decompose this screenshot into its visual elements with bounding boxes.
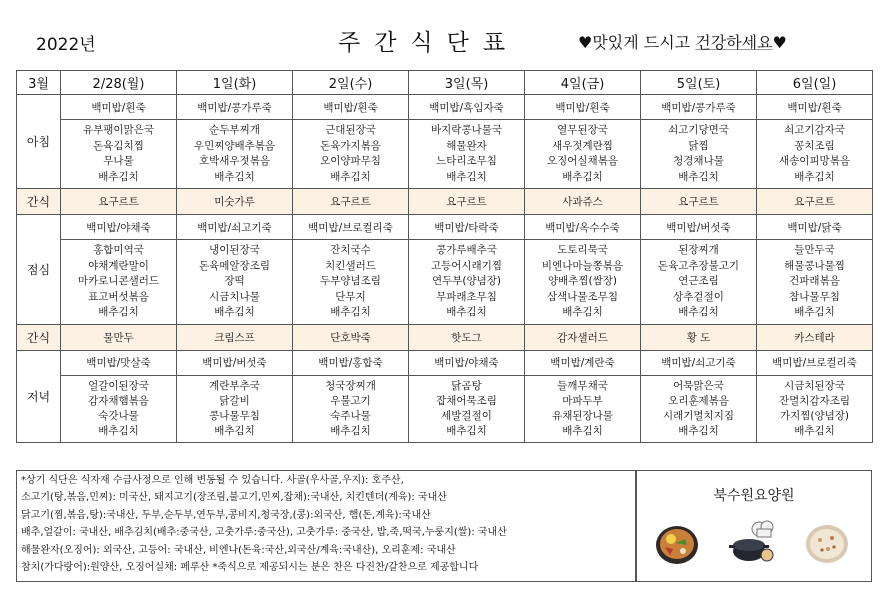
rice-gruel-cell: 백미밥/브로컬리죽 (293, 215, 409, 240)
dish-item: 해물콩나물찜 (784, 259, 845, 272)
dish-item: 우민찌양배추볶음 (193, 139, 276, 152)
rice-gruel-cell: 백미밥/계란죽 (525, 350, 641, 375)
side-dish-cell (641, 120, 757, 189)
dish-item: 두부양념조림 (320, 275, 381, 287)
dish-item: 새우젓계란찜 (552, 139, 613, 152)
rice-gruel-cell: 백미밥/맛살죽 (61, 350, 177, 375)
side-dish-cell (641, 375, 757, 442)
day-header: 3일(목) (409, 71, 525, 95)
snack-cell: 카스테라 (757, 324, 873, 350)
gruel-row (17, 95, 873, 120)
note-line: 참치(가다랑어):원양산, 오징어실채: 페루산 *죽식으로 제공되시는 분은 찬은 다진찬/갈찬으로 제공합니다 (21, 562, 479, 574)
meal-label: 간식 (17, 189, 61, 215)
side-dish-cell (293, 120, 409, 189)
rice-gruel-cell: 백미밥/옥수수죽 (525, 215, 641, 240)
page-title: 주간식단표 (338, 30, 520, 56)
dish-item: 건파래볶음 (789, 275, 840, 287)
side-dish-cell (757, 375, 873, 442)
dish-item: 들만두국 (794, 244, 835, 256)
dish-item: 배추김치 (678, 306, 719, 318)
dish-item: 배추김치 (98, 424, 139, 437)
dish-item: 해물완자 (446, 139, 487, 152)
dish-item: 단무지 (335, 290, 366, 303)
dish-item: 된장찌개 (678, 244, 719, 256)
dish-item: 배추김치 (794, 170, 835, 183)
dish-item: 연두부(양념장) (431, 275, 502, 287)
dish-item: 어묵맑은국 (673, 379, 724, 392)
dish-item: 콩가루배추국 (436, 244, 497, 256)
day-header: 2/28(월) (61, 71, 177, 95)
rice-gruel-cell: 백미밥/야채죽 (61, 215, 177, 240)
dish-item: 장떡 (224, 275, 245, 287)
dish-item: 근대된장국 (325, 124, 376, 136)
dish-item: 유부팽이맑은국 (82, 124, 154, 136)
dish-item: 돈육고추장불고기 (657, 259, 740, 272)
dish-item: 배추김치 (330, 306, 371, 318)
rice-gruel-cell: 백미밥/흑임자죽 (409, 95, 525, 120)
side-dish-row (17, 240, 873, 325)
note-line: 소고기(탕,볶음,민찌): 미국산, 돼지고기(장조림,불고기,민찌,잡채):국내산, 치킨텐더(계육): 국내산 (21, 492, 447, 504)
dish-item: 배추김치 (678, 170, 719, 183)
dish-item: 마파두부 (562, 394, 603, 407)
rice-gruel-cell: 백미밥/홍합죽 (293, 350, 409, 375)
table-header-row (17, 71, 873, 95)
note-line: 해물완자(오징어): 외국산, 고등어: 국내산, 비엔나(돈육:국산,외국산/계육:국내산), 오리훈제: 국내산 (21, 544, 456, 556)
dish-item: 우불고기 (330, 394, 371, 407)
dish-item: 오리훈제볶음 (668, 394, 729, 407)
dish-item: 숙주나물 (330, 409, 371, 422)
dish-item: 표고버섯볶음 (88, 290, 149, 303)
dish-item: 오징어실채볶음 (546, 155, 618, 167)
dish-item: 쇠고기당면국 (668, 124, 729, 136)
dish-item: 가지찜(양념장) (779, 409, 850, 422)
snack-cell: 요구르트 (61, 189, 177, 215)
rice-gruel-cell: 백미밥/버섯죽 (177, 350, 293, 375)
side-dish-cell (525, 375, 641, 442)
dish-item: 냉이된장국 (209, 244, 260, 256)
snack-cell: 크림스프 (177, 324, 293, 350)
dish-item: 배추김치 (330, 170, 371, 183)
dish-item: 배추김치 (446, 170, 487, 183)
dish-item: 얼갈이된장국 (88, 379, 149, 392)
porridge-plate-icon (803, 521, 851, 567)
slogan-suffix: ♥ (772, 33, 787, 52)
rice-gruel-cell: 백미밥/쇠고기죽 (641, 350, 757, 375)
dish-item: 들깨무채국 (557, 379, 608, 392)
side-dish-cell (177, 120, 293, 189)
meal-label: 점심 (17, 215, 61, 325)
brand-name: 북수원요양원 (713, 488, 795, 504)
dish-item: 돈육김치찜 (93, 139, 144, 152)
origin-notes (16, 470, 636, 582)
rice-gruel-cell: 백미밥/야채죽 (409, 350, 525, 375)
side-dish-cell (525, 240, 641, 325)
dish-item: 닭갈비 (219, 394, 250, 407)
dish-item: 오이양파무침 (320, 155, 381, 167)
side-dish-cell (61, 240, 177, 325)
dish-item: 배추김치 (446, 306, 487, 318)
snack-cell: 요구르트 (757, 189, 873, 215)
dish-item: 배추김치 (214, 424, 255, 437)
snack-cell: 요구르트 (641, 189, 757, 215)
dish-item: 콩나물무침 (209, 409, 260, 422)
dish-item: 연근조림 (678, 275, 719, 287)
side-dish-cell (177, 240, 293, 325)
dish-item: 배추김치 (446, 424, 487, 437)
day-header: 1일(화) (177, 71, 293, 95)
dish-item: 상추겉절이 (673, 290, 724, 303)
rice-gruel-cell: 백미밥/브로컬리죽 (757, 350, 873, 375)
dish-item: 시금치된장국 (784, 379, 845, 392)
dish-item: 홍합미역국 (93, 244, 144, 256)
rice-gruel-cell: 백미밥/흰죽 (757, 95, 873, 120)
dish-item: 배추김치 (214, 306, 255, 318)
dish-item: 마카로니콘샐러드 (77, 275, 160, 287)
side-dish-row (17, 375, 873, 442)
snack-cell: 핫도그 (409, 324, 525, 350)
header-year: 2022년 (36, 35, 96, 55)
snack-row (17, 189, 873, 215)
dish-item: 치킨샐러드 (325, 259, 376, 272)
dish-item: 고등어시래기찜 (430, 259, 502, 272)
rice-gruel-cell: 백미밥/콩가루죽 (177, 95, 293, 120)
snack-cell: 물만두 (61, 324, 177, 350)
dish-item: 배추김치 (98, 170, 139, 183)
rice-gruel-cell: 백미밥/버섯죽 (641, 215, 757, 240)
side-dish-cell (293, 375, 409, 442)
rice-gruel-cell: 백미밥/흰죽 (293, 95, 409, 120)
side-dish-cell (61, 120, 177, 189)
day-header: 6일(일) (757, 71, 873, 95)
rice-gruel-cell: 백미밥/쇠고기죽 (177, 215, 293, 240)
day-header: 4일(금) (525, 71, 641, 95)
side-dish-cell (293, 240, 409, 325)
dish-item: 닭찜 (688, 139, 709, 152)
side-dish-cell (177, 375, 293, 442)
meal-label: 간식 (17, 324, 61, 350)
dish-item: 세발걸절이 (441, 409, 492, 422)
dish-item: 무나물 (103, 155, 134, 167)
dish-item: 배추김치 (214, 170, 255, 183)
snack-cell: 황 도 (641, 324, 757, 350)
day-header: 5일(토) (641, 71, 757, 95)
dish-item: 바지락콩나물국 (430, 124, 502, 136)
dish-item: 시금치나물 (209, 290, 260, 303)
gruel-row (17, 215, 873, 240)
snack-cell: 사과쥬스 (525, 189, 641, 215)
dish-item: 호박새우젓볶음 (198, 155, 270, 167)
month-cell: 3월 (17, 71, 61, 95)
snack-cell: 감자샐러드 (525, 324, 641, 350)
dish-item: 잡채어묵조림 (436, 394, 497, 407)
snack-row (17, 324, 873, 350)
dish-item: 감자채햄볶음 (88, 394, 149, 407)
dish-item: 배추김치 (678, 424, 719, 437)
dish-item: 시래기멸치지짐 (662, 409, 734, 422)
side-dish-row (17, 120, 873, 189)
dish-item: 잔치국수 (330, 244, 371, 256)
dish-item: 배추김치 (562, 306, 603, 318)
dish-item: 돈육메알장조림 (198, 259, 270, 272)
side-dish-cell (409, 120, 525, 189)
dish-item: 무파래초무침 (436, 290, 497, 303)
side-dish-cell (757, 240, 873, 325)
note-line: *상기 식단은 식자재 수급사정으로 인해 변동될 수 있습니다. 사골(우사골,우지): 호주산, (21, 475, 404, 486)
rice-gruel-cell: 백미밥/콩가루죽 (641, 95, 757, 120)
dish-item: 배추김치 (562, 170, 603, 183)
note-line: 닭고기(찜,볶음,탕):국내산, 두부,순두부,연두부,콩비지,청국장,(콩):외국산, 햄(돈,계육):국내산 (21, 509, 431, 521)
dish-item: 잔멸치감자조림 (778, 394, 850, 407)
dish-item: 삼색나물조무침 (546, 290, 618, 303)
snack-cell: 단호박죽 (293, 324, 409, 350)
side-dish-cell (409, 240, 525, 325)
dish-item: 참나물무침 (789, 290, 840, 303)
brand-box (636, 470, 872, 582)
slogan-prefix: ♥맛있게 드시고 (578, 33, 696, 52)
rice-gruel-cell: 백미밥/흰죽 (61, 95, 177, 120)
dish-item: 순두부찌개 (209, 124, 260, 136)
bibimbap-bowl-icon (653, 521, 701, 567)
side-dish-cell (525, 120, 641, 189)
dish-item: 유채된장나물 (552, 409, 613, 422)
side-dish-cell (61, 375, 177, 442)
chef-pot-icon (725, 515, 783, 569)
side-dish-cell (641, 240, 757, 325)
snack-cell: 미숫가루 (177, 189, 293, 215)
dish-item: 닭곰탕 (451, 379, 482, 392)
side-dish-cell (757, 120, 873, 189)
meal-label: 저녁 (17, 350, 61, 442)
snack-cell: 요구르트 (409, 189, 525, 215)
day-header: 2일(수) (293, 71, 409, 95)
snack-cell: 요구르트 (293, 189, 409, 215)
dish-item: 돈육가지볶음 (320, 139, 381, 152)
note-line: 배추,얼갈이: 국내산, 배추김치(배추:중국산, 고춧가루:중국산), 고춧가루: 중국산, 밥,죽,떡국,누룽지(쌀): 국내산 (21, 527, 507, 539)
dish-item: 청국장찌개 (325, 379, 376, 392)
dish-item: 양배추찜(쌈장) (547, 275, 618, 287)
rice-gruel-cell: 백미밥/흰죽 (525, 95, 641, 120)
dish-item: 야채계란말이 (88, 259, 149, 272)
slogan-underlined: 건강하세요 (695, 33, 773, 52)
dish-item: 꽁치조림 (794, 139, 835, 152)
dish-item: 느타리조무침 (436, 155, 497, 167)
dish-item: 배추김치 (794, 306, 835, 318)
dish-item: 열무된장국 (557, 124, 608, 136)
dish-item: 청경채나물 (673, 155, 724, 167)
weekly-menu-table (16, 70, 873, 443)
dish-item: 새송이피망볶음 (778, 155, 850, 167)
dish-item: 쇠고기감자국 (784, 124, 845, 136)
dish-item: 비엔나마늘쫑볶음 (541, 259, 624, 272)
dish-item: 배추김치 (98, 306, 139, 318)
header-slogan (578, 30, 787, 53)
meal-label: 아침 (17, 95, 61, 189)
rice-gruel-cell: 백미밥/닭죽 (757, 215, 873, 240)
dish-item: 도토리묵국 (557, 244, 608, 256)
gruel-row (17, 350, 873, 375)
dish-item: 배추김치 (794, 424, 835, 437)
dish-item: 계란부추국 (209, 379, 260, 392)
rice-gruel-cell: 백미밥/타락죽 (409, 215, 525, 240)
dish-item: 배추김치 (562, 424, 603, 437)
side-dish-cell (409, 375, 525, 442)
dish-item: 배추김치 (330, 424, 371, 437)
dish-item: 숙갓나물 (98, 409, 139, 422)
